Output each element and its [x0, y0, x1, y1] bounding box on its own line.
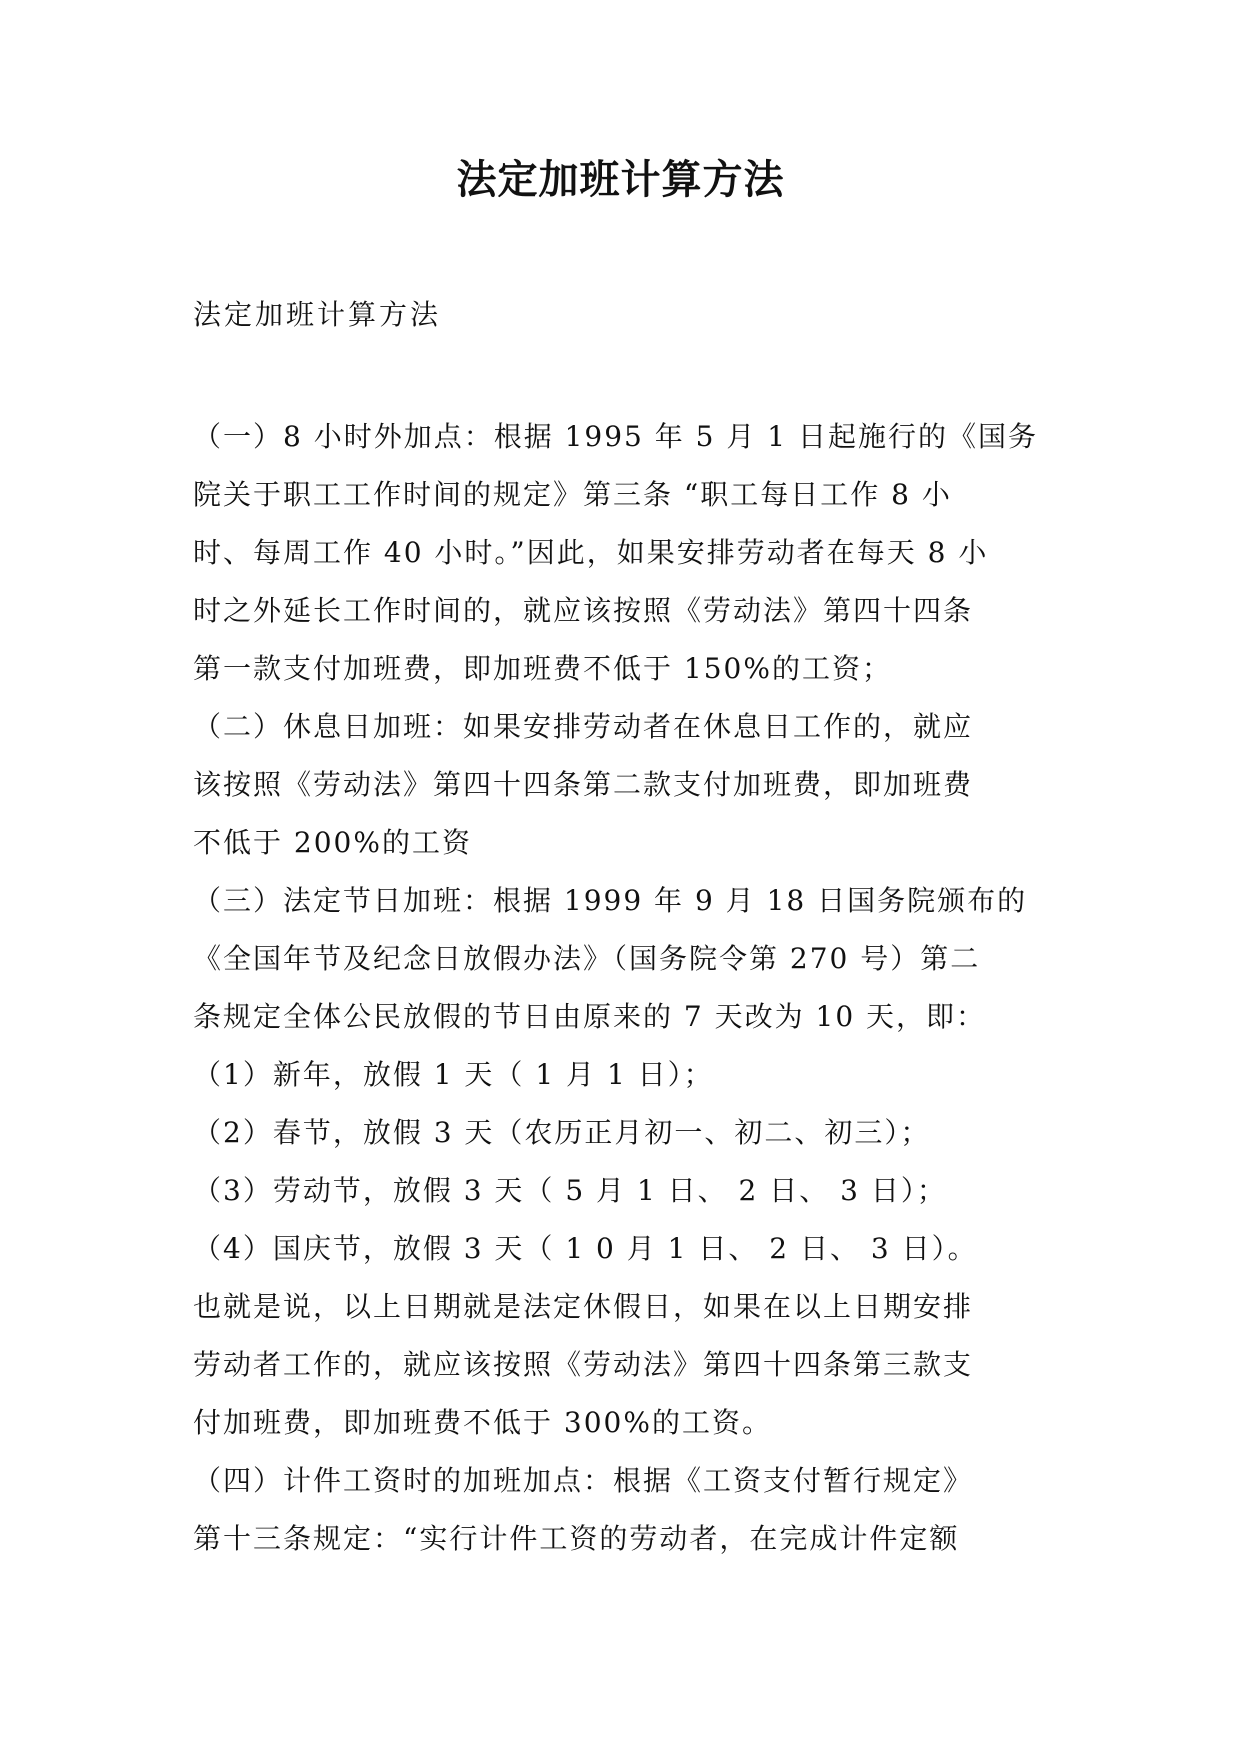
body-text-line: 也就是说，以上日期就是法定休假日，如果在以上日期安排	[193, 1290, 974, 1323]
body-text-line: （四）计件工资时的加班加点：根据《工资支付暂行规定》	[193, 1464, 974, 1497]
body-text-line: （4）国庆节，放假 3 天（ 1 0 月 1 日、 2 日、 3 日）。	[193, 1232, 978, 1265]
body-text-line: （3）劳动节，放假 3 天（ 5 月 1 日、 2 日、 3 日）；	[193, 1174, 947, 1207]
body-text-line: 条规定全体公民放假的节日由原来的 7 天改为 10 天，即：	[193, 1000, 987, 1033]
body-text-line: （2）春节，放假 3 天（农历正月初一、初二、初三）；	[193, 1116, 931, 1149]
body-text-line: （三）法定节日加班：根据 1999 年 9 月 18 日国务院颁布的	[193, 884, 1028, 917]
body-text-line: 付加班费，即加班费不低于 300%的工资。	[193, 1406, 772, 1439]
body-text-line: 第一款支付加班费，即加班费不低于 150%的工资；	[193, 652, 892, 685]
body-text-line: （一）8 小时外加点：根据 1995 年 5 月 1 日起施行的《国务	[193, 420, 1039, 453]
body-text-line: 不低于 200%的工资	[193, 826, 472, 859]
body-text-line: 劳动者工作的，就应该按照《劳动法》第四十四条第三款支	[193, 1348, 974, 1381]
body-text-line: 时、每周工作 40 小时。”因此，如果安排劳动者在每天 8 小	[193, 536, 989, 569]
document-subtitle: 法定加班计算方法	[193, 298, 442, 331]
body-text-line: 时之外延长工作时间的，就应该按照《劳动法》第四十四条	[193, 594, 974, 627]
document-body	[193, 408, 1053, 1568]
document-title: 法定加班计算方法	[456, 156, 785, 203]
body-text-line: 该按照《劳动法》第四十四条第二款支付加班费，即加班费	[193, 768, 974, 801]
body-text-line: 第十三条规定：“实行计件工资的劳动者，在完成计件定额	[193, 1522, 960, 1555]
body-text-line: （1）新年，放假 1 天（ 1 月 1 日）；	[193, 1058, 714, 1091]
body-text-line: 《全国年节及纪念日放假办法》（国务院令第 270 号）第二	[193, 942, 981, 975]
body-text-line: 院关于职工工作时间的规定》第三条 “职工每日工作 8 小	[193, 478, 952, 511]
body-text-line: （二）休息日加班：如果安排劳动者在休息日工作的，就应	[193, 710, 974, 743]
